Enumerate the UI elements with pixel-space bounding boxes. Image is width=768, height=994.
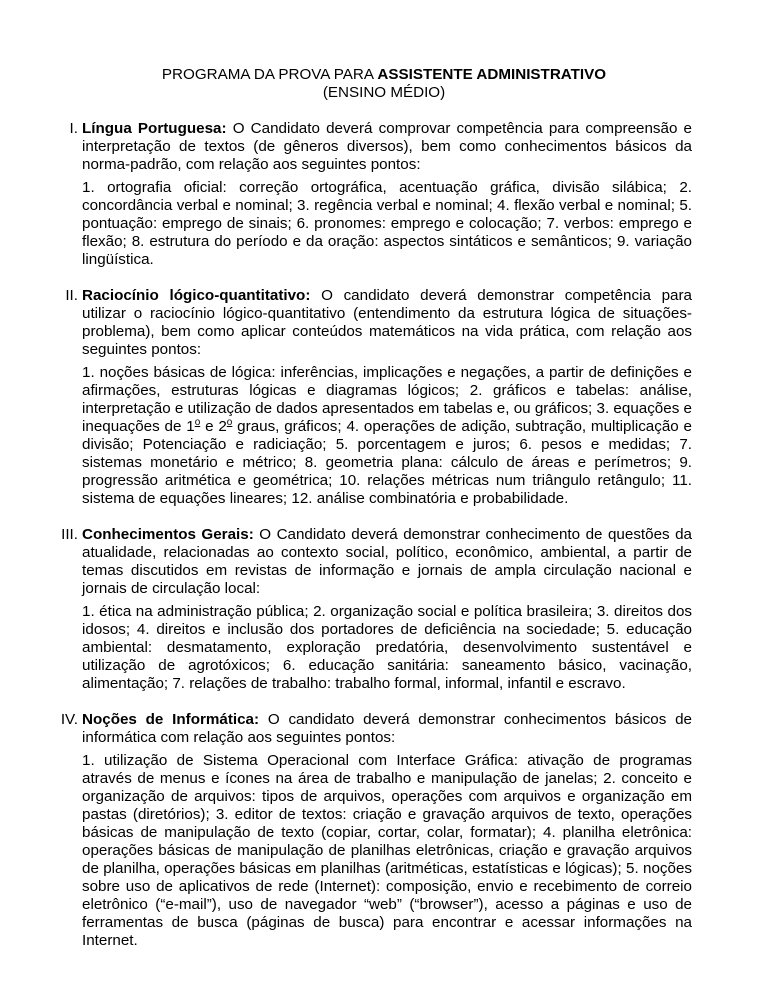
topics-part-b: e 2 (200, 418, 227, 435)
section-numeral: II. (65, 287, 78, 304)
section-body (82, 526, 692, 693)
section-topics: 1. ortografia oficial: correção ortográfica, acentuação gráfica, divisão silábica; 2. concordância verbal e nominal; 3. regência verbal e nominal; 4. flexão verbal e nominal; 5. pontuação: emprego de sinais; 6. pronomes: emprego e colocação; 7. verbos: emprego e flexão; 8. estrutura do período e da oração: aspectos sintáticos e semânticos; 9. variação lingüística. (82, 179, 692, 268)
section-heading: Raciocínio lógico-quantitativo: (82, 287, 311, 304)
section-intro-text: O candidato deverá demonstrar conhecimentos básicos de informática com relação aos seguintes pontos: (82, 711, 692, 746)
topics-part-c: graus, gráficos; 4. operações de adição, subtração, multiplicação e divisão; Potenciação e radiciação; 5. porcentagem e juros; 6. pesos e medidas; 7. sistemas monetário e métrico; 8. geometria plana: cálculo de áreas e perímetros; 9. progressão aritmética e geométrica; 10. relações métricas num triângulo retângulo; 11. sistema de equações lineares; 12. análise combinatória e probabilidade. (82, 418, 692, 507)
section-nocoes-informatica (0, 711, 768, 950)
section-numeral: IV. (60, 711, 78, 728)
title-prefix: PROGRAMA DA PROVA PARA (161, 66, 378, 83)
section-heading: Língua Portuguesa: (82, 120, 227, 137)
section-topics (82, 364, 692, 508)
section-numeral: I. (69, 120, 78, 137)
section-body (82, 711, 692, 950)
section-heading: Conhecimentos Gerais: (82, 526, 254, 543)
section-intro (82, 526, 692, 598)
section-intro-text: O Candidato deverá comprovar competência para compreensão e interpretação de textos (de gêneros diversos), bem como conhecimentos básicos da norma-padrão, com relação aos seguintes pontos: (82, 120, 692, 173)
ordinal-indicator: o (194, 417, 201, 428)
section-raciocinio-logico (0, 287, 768, 508)
section-body (82, 287, 692, 508)
section-conhecimentos-gerais (0, 526, 768, 693)
section-topics: 1. utilização de Sistema Operacional com Interface Gráfica: ativação de programas através de menus e ícones na área de trabalho e manipulação de janelas; 2. conceito e organização de arquivos: tipos de arquivos, operações com arquivos e organização em pastas (diretórios); 3. editor de textos: criação e gravação arquivos de texto, operações básicas de manipulação de texto (copiar, cortar, colar, formatar); 4. planilha eletrônica: operações básicas de manipulação de planilhas eletrônicas, criação e gravação arquivos de planilha, operações básicas em planilhas (aritméticas, estatísticas e lógicas); 5. noções sobre uso de aplicativos de rede (Internet): composição, envio e recebimento de correio eletrônico (“e-mail”), uso de navegador “web” (“browser”), acesso a páginas e uso de ferramentas de busca (páginas de busca) para encontrar e acessar informações na Internet. (82, 752, 692, 949)
section-intro (82, 287, 692, 359)
title-role: ASSISTENTE ADMINISTRATIVO (377, 66, 607, 83)
section-topics: 1. ética na administração pública; 2. organização social e política brasileira; 3. direitos dos idosos; 4. direitos e inclusão dos portadores de deficiência na sociedade; 5. educação ambiental: desmatamento, exploração predatória, desenvolvimento sustentável e utilização de agrotóxicos; 6. educação sanitária: saneamento básico, vacinação, alimentação; 7. relações de trabalho: trabalho formal, informal, infantil e escravo. (82, 603, 692, 692)
topics-part-a: 1. noções básicas de lógica: inferências, implicações e negações, a partir de definições e afirmações, estruturas lógicas e diagramas lógicos; 2. gráficos e tabelas: análise, interpretação e utilização de dados apresentados em tabelas e, ou gráficos; 3. equações e inequações de 1 (82, 364, 692, 435)
section-intro-text: O Candidato deverá demonstrar conhecimento de questões da atualidade, relacionadas ao contexto social, político, econômico, ambiental, a partir de temas discutidos em revistas de informação e jornais de ampla circulação nacional e jornais de circulação local: (82, 526, 693, 597)
section-numeral: III. (61, 526, 78, 543)
ordinal-indicator: o (226, 417, 233, 428)
section-lingua-portuguesa (0, 120, 768, 269)
title-level: (ENSINO MÉDIO) (322, 84, 446, 101)
section-intro-text: O candidato deverá demonstrar competência para utilizar o raciocínio lógico-quantitativo (entendimento da estrutura lógica de situações-problema), bem como aplicar conteúdos matemáticos na vida prática, com relação aos seguintes pontos: (82, 287, 692, 358)
program-sections (0, 120, 768, 968)
section-intro (82, 711, 692, 747)
document-title (0, 66, 768, 102)
section-body (82, 120, 692, 269)
section-intro (82, 120, 692, 174)
section-heading: Noções de Informática: (82, 711, 260, 728)
